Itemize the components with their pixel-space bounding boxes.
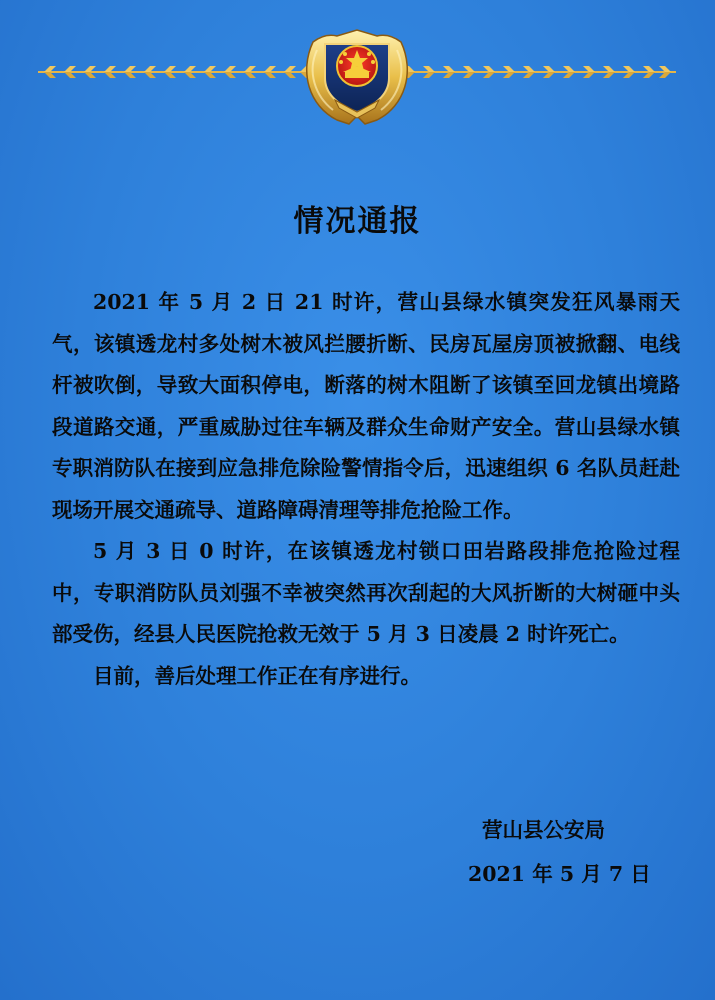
right-wheat-band: [403, 66, 676, 78]
emblem: [307, 30, 408, 124]
paragraph-2: 5 月 3 日 0 时许，在该镇透龙村锁口田岩路段排危抢险过程中，专职消防队员刘强不幸被突然再次刮起的大风折断的大树砸中头部受伤，经县人民医院抢救无效于 5 月 3 日凌晨 2 时许死亡。: [52, 539, 680, 646]
paragraph-1: 2021 年 5 月 2 日 21 时许，营山县绿水镇突发狂风暴雨天气，该镇透龙村多处树木被风拦腰折断、民房瓦屋房顶被掀翻、电线杆被吹倒，导致大面积停电，断落的树木阻断了该镇至回龙镇出境路段道路交通，严重威胁过往车辆及群众生命财产安全。营山县绿水镇专职消防队在接到应急排危除险警情指令后，迅速组织 6 名队员赶赴现场开展交通疏导、道路障碍清理等排危抢险工作。: [52, 290, 680, 522]
signature-block: [440, 808, 680, 896]
header-emblem-bar: [0, 0, 715, 140]
police-emblem-icon: [0, 0, 715, 140]
paragraph-3: 目前，善后处理工作正在有序进行。: [93, 663, 421, 688]
left-wheat-band: [38, 66, 312, 78]
notice-title: 情况通报: [293, 204, 422, 239]
notice-body: [52, 282, 680, 697]
signature-date: 2021 年 5 月 7 日: [468, 862, 651, 886]
signature-organization: 营山县公安局: [482, 818, 605, 842]
